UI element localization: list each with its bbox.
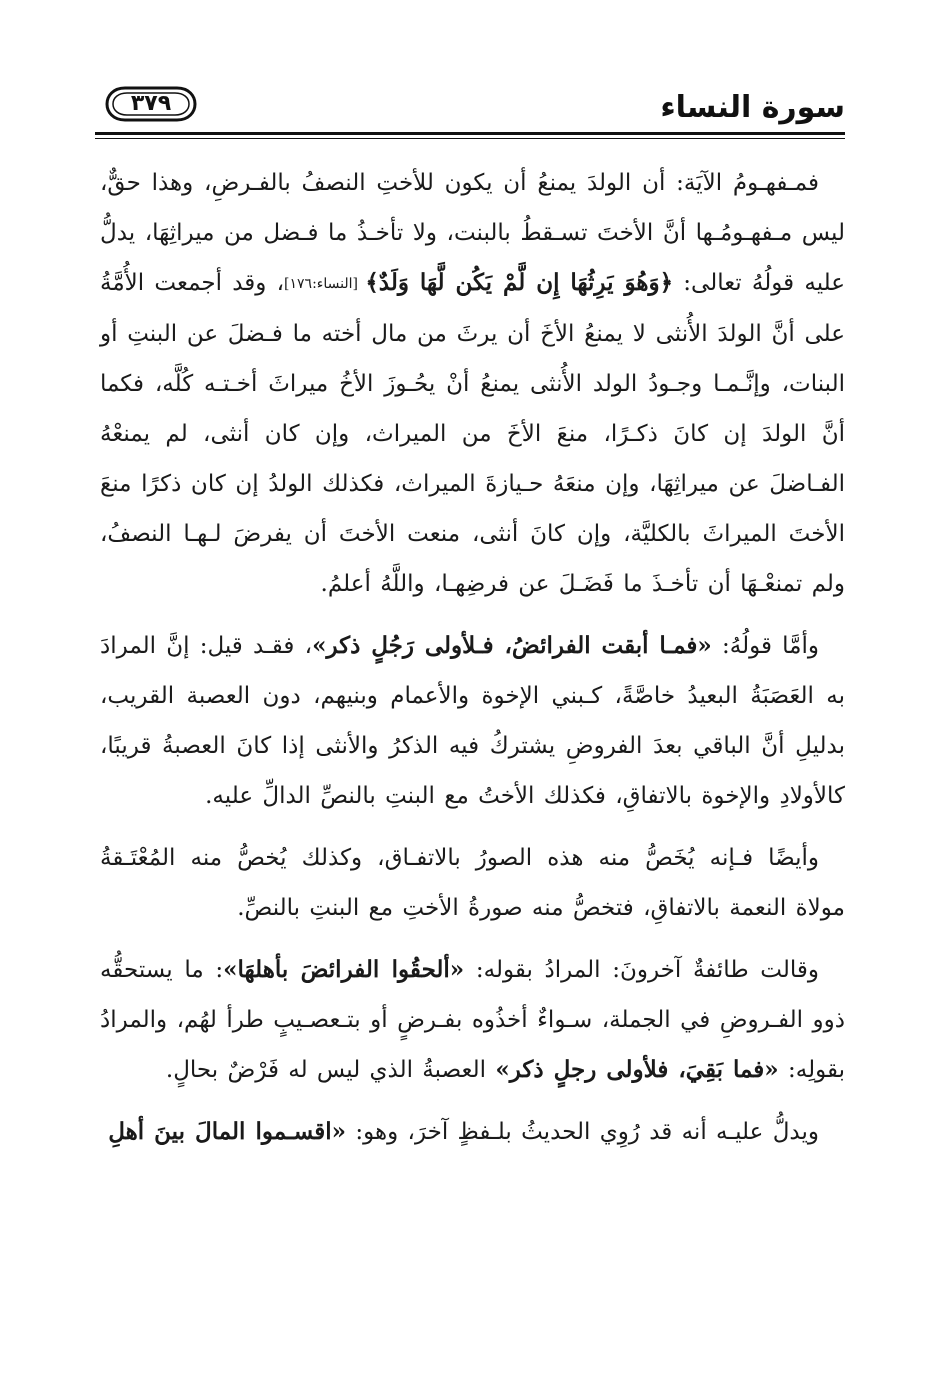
quoted-text: «اقسـموا المالَ بينَ أهلِ	[108, 1118, 347, 1145]
text-segment: فمـفهـومُ الآيَة: أن الولدَ يمنعُ أن يكون للأختِ النصفُ بالفـرضِ، وهذا حقٌّ، ليس مـفهـومُـها أنَّ الأختَ تسـقطُ بالبنت، ولا تأخـذُ ما فـضل من ميراثِهَا، يدلُّ عليه قولُهُ تعالى:	[100, 170, 845, 296]
verse-reference: [النساء:١٧٦]	[284, 276, 366, 292]
paragraph-4	[100, 945, 845, 1095]
page-number-badge	[105, 84, 197, 124]
body-text	[100, 158, 845, 1169]
header-rule	[95, 132, 845, 135]
paragraph-1	[100, 158, 845, 609]
header-rule-thin	[95, 138, 845, 139]
text-segment: ، وقد أجمعت الأُمَّةُ على أنَّ الولدَ الأُنثى لا يمنعُ الأخَ أن يرثَ من مال أخته ما فـضلَ عن البنتِ أو البنات، وإنَّـمـا وجـودُ الولد الأُنثى يمنعُ أنْ يحُـوزَ الأخُ ميراثَ أخـتـه كُلَّه، فكما أنَّ الولدَ إن كانَ ذكـرًا، منعَ الأخَ من الميراث، وإن كان أنثى، لم يمنعْهُ الفـاضلَ عن ميراثِهَا، وإن منعَهُ حـيازةَ الميراث، فكذلك الولدُ إن كان ذكرًا منعَ الأختَ الميراثَ بالكليَّة، وإن كانَ أنثى، منعت الأختَ أن يفرضَ لـهـا النصفُ، ولم تمنعْـهَا أن تأخـذَ ما فَضَـلَ عن فرضِهـا، واللَّهُ أعلمُ.	[100, 270, 845, 597]
page-number: ٣٧٩	[130, 91, 172, 116]
quoted-text: «فما بَقِيَ، فلأولى رجلٍ ذكر»	[495, 1056, 779, 1083]
paragraph-2	[100, 621, 845, 821]
paragraph-3	[100, 833, 845, 933]
text-segment: : ما يستحقُّه ذوو الفـروضِ في الجملة، سـواءٌ أخذُوه بفـرضٍ أو بتـعصـيبٍ طرأ لهُم، والمرادُ بقولِه:	[100, 957, 845, 1083]
text-segment: ، فقـد قيل: إنَّ المرادَ به العَصَبَةُ البعيدُ خاصَّةً، كـبني الإخوة والأعمام وبنيهم، دون العصبة القريب، بدليلِ أنَّ الباقي بعدَ الفروضِ يشتركُ فيه الذكرُ والأنثى إذا كانَ العصبةُ قريبًا، كالأولادِ والإخوة بالاتفاقِ، فكذلك الأختُ مع البنتِ بالنصِّ الدالِّ عليه.	[100, 633, 845, 809]
surah-title: سورة النساء	[660, 90, 845, 125]
quoted-text: ﴿وَهُوَ يَرِثُهَا إِن لَّمْ يَكُن لَّهَا وَلَدٌ﴾	[365, 269, 674, 296]
quoted-text: «فمـا أبقت الفرائضُ، فـلأولى رَجُلٍ ذكر»	[312, 632, 712, 659]
text-segment: وقالت طائفةٌ آخرونَ: المرادُ بقوله:	[464, 957, 819, 983]
text-segment: وأيضًا فـإنه يُخَصُّ منه هذه الصورُ بالاتفـاق، وكذلك يُخصُّ منه المُعْتَـقةُ مولاة النعمة بالاتفاقِ، فتخصُّ منه صورةُ الأختِ مع البنتِ بالنصِّ.	[100, 845, 845, 921]
paragraph-5	[100, 1107, 845, 1157]
text-segment: وأمَّا قولُهُ:	[711, 633, 819, 659]
quoted-text: «ألحقُوا الفرائضَ بأهلهَا»	[223, 956, 465, 983]
page-header	[95, 82, 845, 138]
text-segment: العصبةُ الذي ليس له فَرْضٌ بحالٍ.	[165, 1057, 496, 1083]
text-segment: ويدلُّ عليـه أنه قد رُوِي الحديثُ بلـفظٍ آخرَ، وهو:	[346, 1119, 819, 1145]
